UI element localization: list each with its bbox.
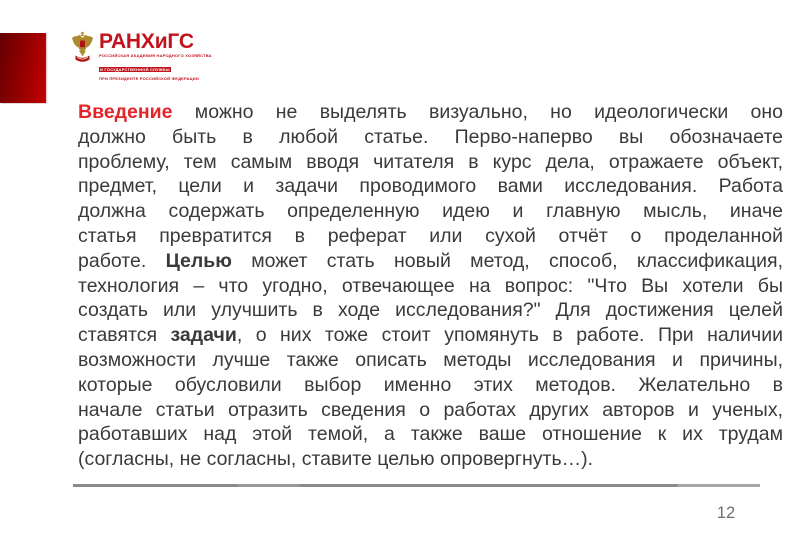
text-line: работавших над этой темой, а также ваше отношение к их трудам bbox=[78, 423, 783, 446]
text-line: возможности лучше также описать методы исследования и причины, bbox=[78, 348, 783, 371]
body-text bbox=[78, 100, 783, 472]
logo-subtitle bbox=[99, 53, 212, 81]
text-line: статья превратится в реферат или сухой отчёт о проделанной bbox=[78, 224, 783, 247]
text-line: проблему, тем самым вводя читателя в курс дела, отражаете объект, bbox=[78, 150, 783, 173]
footer-divider-line bbox=[73, 484, 760, 487]
logo-subtitle-line-2: И ГОСУДАРСТВЕННОЙ СЛУЖБЫ bbox=[100, 67, 170, 72]
text-line: (согласны, не согласны, ставите целью опровергнуть…). bbox=[78, 448, 594, 471]
text-line: начале статьи отразить сведения о работах других авторов и ученых, bbox=[78, 398, 783, 421]
text-line: Введение можно не выделять визуально, но идеологически оно bbox=[78, 101, 783, 123]
logo-subtitle-line-3: ПРИ ПРЕЗИДЕНТЕ РОССИЙСКОЙ ФЕДЕРАЦИИ bbox=[99, 76, 199, 81]
ranepa-logo bbox=[71, 31, 212, 81]
text-line: которые обусловили выбор именно этих методов. Желательно в bbox=[78, 373, 783, 396]
text-line: предмет, цели и задачи проводимого вами исследования. Работа bbox=[78, 175, 783, 198]
text-line: ставятся задачи, о них тоже стоит упомянуть в работе. При наличии bbox=[78, 324, 783, 347]
accent-red-bar bbox=[0, 33, 46, 103]
text-line: технология – что угодно, отвечающее на вопрос: "Что Вы хотели бы bbox=[78, 274, 783, 297]
logo-acronym: РАНХиГС bbox=[99, 30, 194, 53]
logo-text-block bbox=[99, 31, 212, 81]
text-line: должна содержать определенную идею и главную мысль, иначе bbox=[78, 200, 783, 223]
page-number: 12 bbox=[716, 504, 736, 522]
text-line: работе. Целью может стать новый метод, способ, классификация, bbox=[78, 249, 783, 272]
ranepa-emblem-icon bbox=[71, 31, 94, 64]
text-line: создать или улучшить в ходе исследования?" Для достижения целей bbox=[78, 299, 783, 322]
text-line: должно быть в любой статье. Перво-наперво вы обозначаете bbox=[78, 125, 783, 148]
logo-subtitle-line-1: РОССИЙСКАЯ АКАДЕМИЯ НАРОДНОГО ХОЗЯЙСТВА bbox=[99, 53, 212, 58]
